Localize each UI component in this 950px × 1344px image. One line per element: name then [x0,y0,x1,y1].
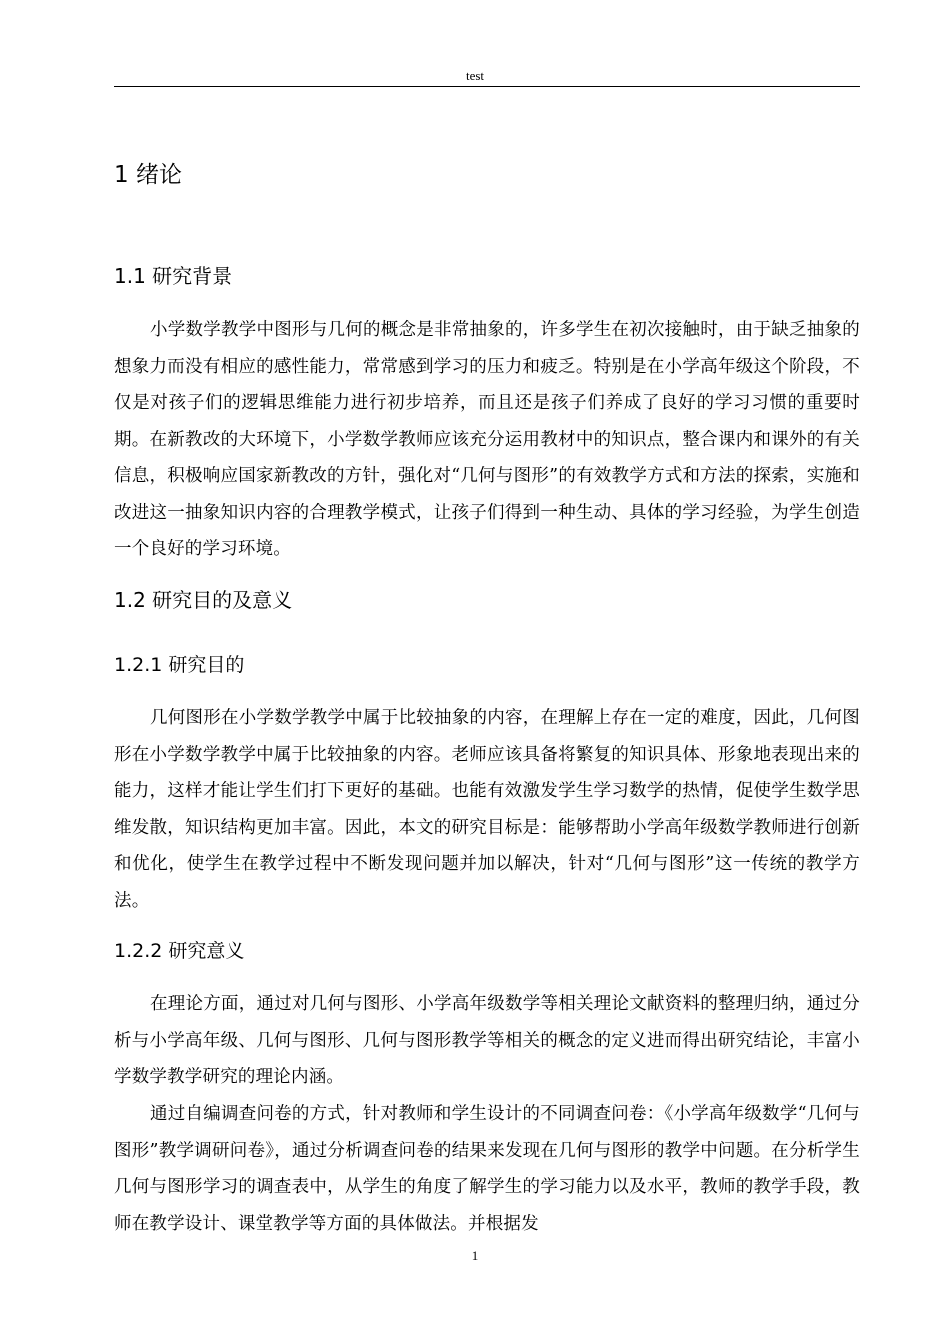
header-divider [114,86,860,87]
section-title-1-2: 1.2 研究目的及意义 [114,588,293,612]
section-title-1-2-1: 1.2.1 研究目的 [114,654,245,676]
chapter-title: 1 绪论 [114,162,182,188]
paragraph-significance-2: 通过自编调查问卷的方式，针对教师和学生设计的不同调查问卷：《小学高年级数学“几何与图形”教学调研问卷》，通过分析调查问卷的结果来发现在几何与图形的教学中问题。在分析学生几何与图形学习的调查表中，从学生的角度了解学生的学习能力以及水平，教师的教学手段，教师在教学设计、课堂教学等方面的具体做法。并根据发 [114,1104,860,1234]
page-header: test [465,68,485,83]
paragraph-purpose: 几何图形在小学数学教学中属于比较抽象的内容，在理解上存在一定的难度，因此，几何图形在小学数学教学中属于比较抽象的内容。老师应该具备将繁复的知识具体、形象地表现出来的能力，这样才能让学生们打下更好的基础。也能有效激发学生学习数学的热情，促使学生数学思维发散，知识结构更加丰富。因此，本文的研究目标是：能够帮助小学高年级数学教师进行创新和优化，使学生在教学过程中不断发现问题并加以解决，针对“几何与图形”这一传统的教学方法。 [114,708,860,911]
paragraph-significance-1: 在理论方面，通过对几何与图形、小学高年级数学等相关理论文献资料的整理归纳，通过分析与小学高年级、几何与图形、几何与图形教学等相关的概念的定义进而得出研究结论，丰富小学数学教学研究的理论内涵。 [114,994,860,1087]
page-number: 1 [471,1248,479,1263]
paragraph-background: 小学数学教学中图形与几何的概念是非常抽象的，许多学生在初次接触时，由于缺乏抽象的想象力而没有相应的感性能力，常常感到学习的压力和疲乏。特别是在小学高年级这个阶段，不仅是对孩子们的逻辑思维能力进行初步培养，而且还是孩子们养成了良好的学习习惯的重要时期。在新教改的大环境下，小学数学教师应该充分运用教材中的知识点，整合课内和课外的有关信息，积极响应国家新教改的方针，强化对“几何与图形”的有效教学方式和方法的探索，实施和改进这一抽象知识内容的合理教学模式，让孩子们得到一种生动、具体的学习经验，为学生创造一个良好的学习环境。 [114,320,860,559]
section-title-1-1: 1.1 研究背景 [114,264,233,288]
section-title-1-2-2: 1.2.2 研究意义 [114,940,245,962]
